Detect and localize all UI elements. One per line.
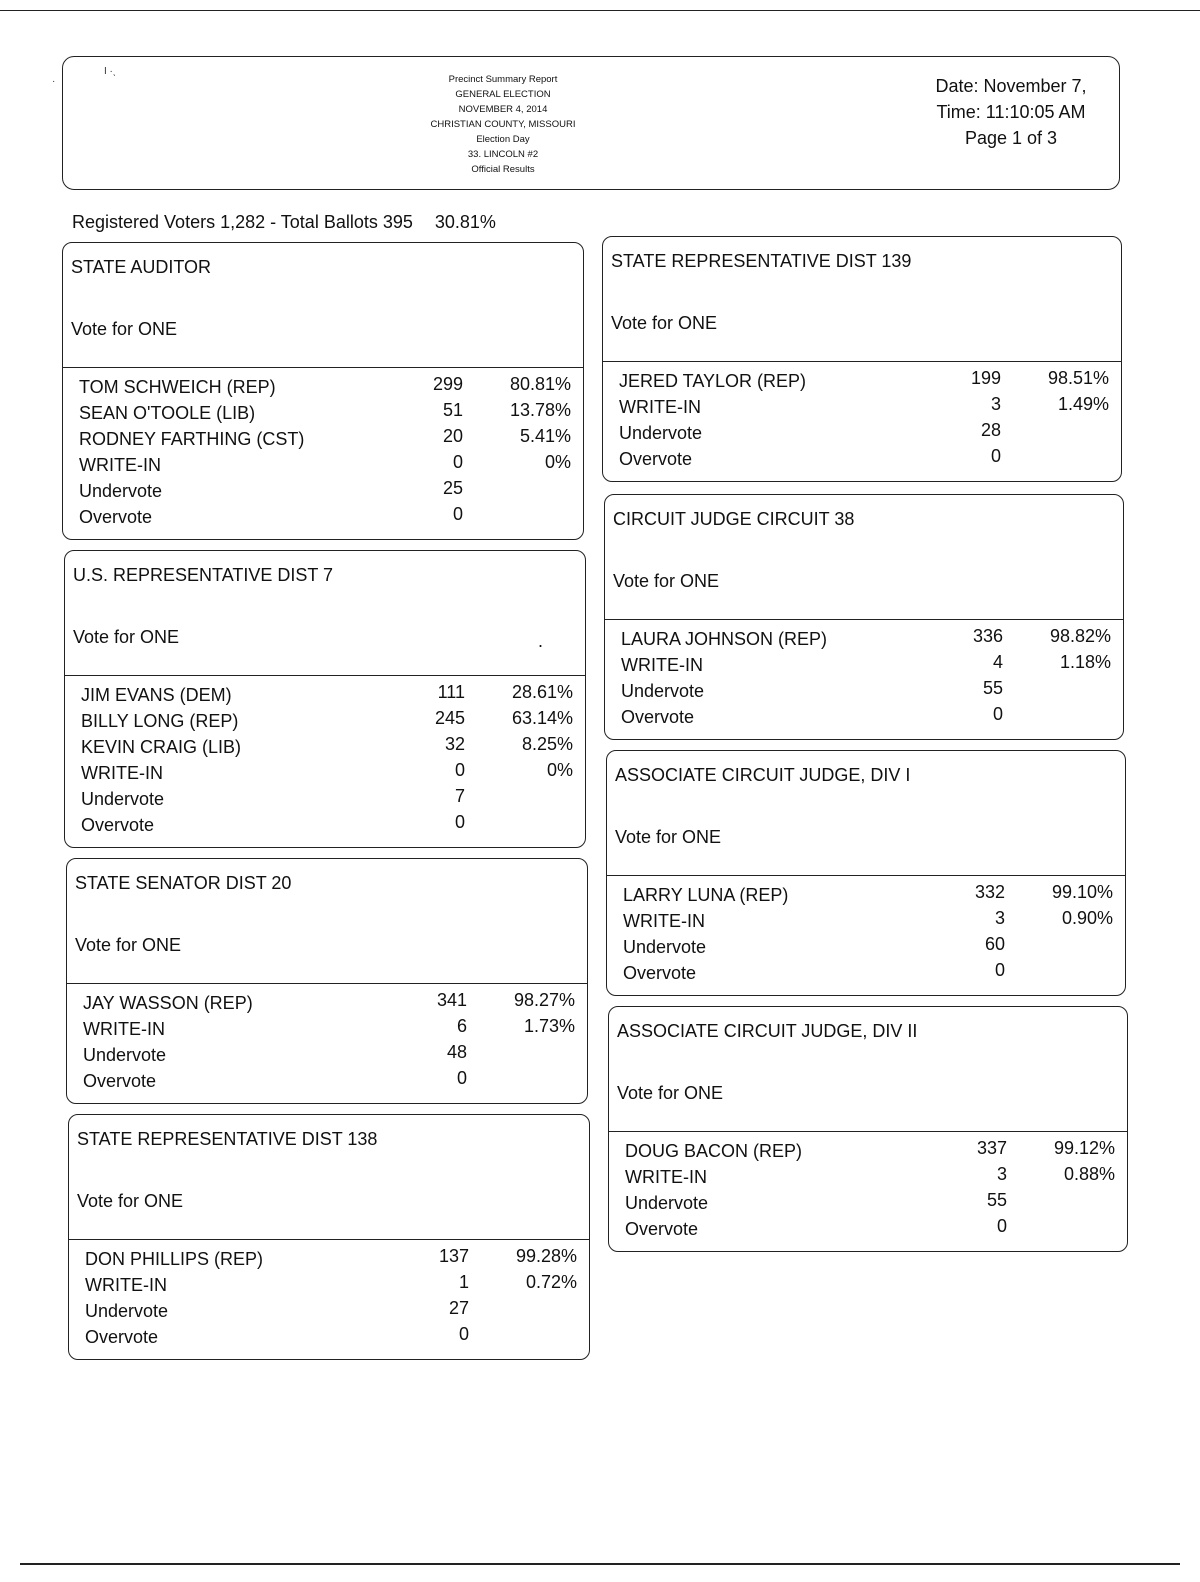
vote-count: 299: [432, 374, 463, 394]
result-row: [69, 1272, 589, 1298]
candidate-name: WRITE-IN: [85, 1275, 167, 1295]
vote-count: 25: [442, 478, 463, 498]
race-box: [66, 858, 588, 1104]
vote-count: 0: [996, 1216, 1007, 1236]
vote-count: 0: [456, 1068, 467, 1088]
candidate-name: Undervote: [619, 423, 703, 443]
result-row: [605, 704, 1123, 730]
vote-count: 0: [994, 960, 1005, 980]
race-results-list: [65, 676, 585, 838]
vote-percent: 28.61%: [511, 682, 573, 702]
vote-count: 28: [980, 420, 1001, 440]
race-header: [609, 1007, 1127, 1132]
race-box: [62, 242, 584, 540]
race-results-list: [63, 368, 583, 530]
report-header: [62, 56, 1120, 190]
result-row: [609, 1190, 1127, 1216]
vote-percent: 5.41%: [519, 426, 571, 446]
result-row: [65, 760, 585, 786]
race-header: [603, 237, 1121, 362]
race-header: [69, 1115, 589, 1240]
vote-count: 3: [990, 394, 1001, 414]
result-row: [607, 960, 1125, 986]
vote-count: 199: [970, 368, 1001, 388]
candidate-name: WRITE-IN: [79, 455, 161, 475]
race-box: [68, 1114, 590, 1360]
result-row: [69, 1324, 589, 1350]
result-row: [65, 734, 585, 760]
race-title: ASSOCIATE CIRCUIT JUDGE, DIV II: [617, 1021, 918, 1041]
vote-count: 0: [990, 446, 1001, 466]
result-row: [603, 420, 1121, 446]
race-box: [64, 550, 586, 848]
candidate-name: RODNEY FARTHING (CST): [79, 429, 305, 449]
race-results-list: [603, 362, 1121, 472]
vote-for-instruction: Vote for ONE: [75, 935, 182, 955]
vote-percent: 8.25%: [521, 734, 573, 754]
vote-count: 32: [444, 734, 465, 754]
vote-for-instruction: Vote for ONE: [71, 319, 178, 339]
vote-percent: 98.51%: [1047, 368, 1109, 388]
race-results-list: [609, 1132, 1127, 1242]
vote-percent: 13.78%: [509, 400, 571, 420]
race-title: STATE AUDITOR: [71, 257, 212, 277]
result-row: [63, 426, 583, 452]
candidate-name: Undervote: [85, 1301, 169, 1321]
vote-for-instruction: Vote for ONE: [73, 627, 180, 647]
result-row: [67, 1016, 587, 1042]
result-row: [605, 678, 1123, 704]
report-time: Time: 11:10:05 AM: [936, 102, 1086, 122]
race-title: STATE REPRESENTATIVE DIST 139: [611, 251, 912, 271]
scan-speck: I ·ˎ: [104, 66, 117, 77]
candidate-name: WRITE-IN: [81, 763, 163, 783]
race-header: [605, 495, 1123, 620]
vote-count: 4: [992, 652, 1003, 672]
candidate-name: JERED TAYLOR (REP): [619, 371, 807, 391]
stray-mark: .: [537, 631, 543, 651]
result-row: [603, 446, 1121, 472]
vote-percent: 0.90%: [1061, 908, 1113, 928]
vote-for-instruction: Vote for ONE: [613, 571, 720, 591]
vote-for-instruction: Vote for ONE: [77, 1191, 184, 1211]
scan-speck: ·: [52, 76, 56, 87]
candidate-name: JAY WASSON (REP): [83, 993, 253, 1013]
result-row: [607, 908, 1125, 934]
vote-count: 55: [986, 1190, 1007, 1210]
result-row: [609, 1164, 1127, 1190]
candidate-name: Undervote: [623, 937, 707, 957]
vote-count: 111: [437, 682, 465, 702]
vote-count: 0: [452, 452, 463, 472]
candidate-name: Undervote: [81, 789, 165, 809]
race-title: U.S. REPRESENTATIVE DIST 7: [73, 565, 334, 585]
vote-percent: 63.14%: [511, 708, 573, 728]
candidate-name: WRITE-IN: [623, 911, 705, 931]
vote-count: 337: [976, 1138, 1007, 1158]
vote-count: 6: [456, 1016, 467, 1036]
candidate-name: DOUG BACON (REP): [625, 1141, 803, 1161]
race-title: STATE REPRESENTATIVE DIST 138: [77, 1129, 378, 1149]
vote-for-instruction: Vote for ONE: [615, 827, 722, 847]
turnout-percent: 30.81%: [434, 212, 496, 232]
report-header-center: [393, 72, 613, 177]
vote-count: 0: [452, 504, 463, 524]
vote-percent: 99.12%: [1053, 1138, 1115, 1158]
race-title: STATE SENATOR DIST 20: [75, 873, 292, 893]
race-results-list: [607, 876, 1125, 986]
race-header: [65, 551, 585, 676]
candidate-name: TOM SCHWEICH (REP): [79, 377, 276, 397]
vote-count: 332: [974, 882, 1005, 902]
candidate-name: WRITE-IN: [621, 655, 703, 675]
race-results-list: [605, 620, 1123, 730]
vote-count: 20: [442, 426, 463, 446]
vote-count: 137: [438, 1246, 469, 1266]
race-results-list: [67, 984, 587, 1094]
result-row: [67, 990, 587, 1016]
vote-count: 1: [458, 1272, 469, 1292]
vote-count: 336: [972, 626, 1003, 646]
candidate-name: Overvote: [625, 1219, 699, 1239]
race-header: [607, 751, 1125, 876]
result-row: [605, 626, 1123, 652]
election-date: NOVEMBER 4, 2014: [458, 104, 548, 115]
result-row: [69, 1246, 589, 1272]
vote-percent: 1.18%: [1059, 652, 1111, 672]
results-status: Official Results: [471, 164, 535, 175]
result-row: [63, 452, 583, 478]
result-row: [603, 394, 1121, 420]
vote-count: 0: [458, 1324, 469, 1344]
top-rule: [0, 10, 1200, 11]
result-row: [605, 652, 1123, 678]
vote-percent: 80.81%: [509, 374, 571, 394]
vote-percent: 99.28%: [515, 1246, 577, 1266]
race-title: ASSOCIATE CIRCUIT JUDGE, DIV I: [615, 765, 911, 785]
result-row: [609, 1216, 1127, 1242]
report-title: Precinct Summary Report: [448, 74, 558, 85]
report-date: Date: November 7,: [935, 76, 1087, 96]
vote-count: 27: [448, 1298, 469, 1318]
race-box: [602, 236, 1122, 482]
report-header-right: [911, 73, 1111, 151]
candidate-name: Overvote: [83, 1071, 157, 1091]
election-name: GENERAL ELECTION: [455, 89, 551, 100]
registered-voters-total-ballots: Registered Voters 1,282 - Total Ballots 395: [72, 212, 413, 232]
bottom-rule: [20, 1563, 1180, 1565]
vote-percent: 0%: [546, 760, 573, 780]
vote-count: 0: [454, 812, 465, 832]
candidate-name: Undervote: [621, 681, 705, 701]
vote-percent: 1.49%: [1057, 394, 1109, 414]
candidate-name: Undervote: [79, 481, 163, 501]
vote-count: 3: [996, 1164, 1007, 1184]
candidate-name: WRITE-IN: [83, 1019, 165, 1039]
vote-percent: 0.72%: [525, 1272, 577, 1292]
candidate-name: SEAN O'TOOLE (LIB): [79, 403, 256, 423]
election-day: Election Day: [476, 134, 530, 145]
vote-percent: 99.10%: [1051, 882, 1113, 902]
county-name: CHRISTIAN COUNTY, MISSOURI: [430, 119, 576, 130]
vote-percent: 98.27%: [513, 990, 575, 1010]
vote-count: 48: [446, 1042, 467, 1062]
result-row: [65, 708, 585, 734]
vote-count: 55: [982, 678, 1003, 698]
race-header: [63, 243, 583, 368]
candidate-name: WRITE-IN: [619, 397, 701, 417]
vote-percent: 0.88%: [1063, 1164, 1115, 1184]
race-header: [67, 859, 587, 984]
candidate-name: KEVIN CRAIG (LIB): [81, 737, 242, 757]
candidate-name: Overvote: [619, 449, 693, 469]
vote-count: 3: [994, 908, 1005, 928]
vote-for-instruction: Vote for ONE: [611, 313, 718, 333]
vote-count: 0: [454, 760, 465, 780]
vote-count: 7: [454, 786, 465, 806]
candidate-name: Overvote: [621, 707, 695, 727]
result-row: [67, 1042, 587, 1068]
result-row: [63, 400, 583, 426]
race-box: [608, 1006, 1128, 1252]
vote-for-instruction: Vote for ONE: [617, 1083, 724, 1103]
vote-count: 341: [436, 990, 467, 1010]
vote-count: 60: [984, 934, 1005, 954]
result-row: [607, 882, 1125, 908]
candidate-name: WRITE-IN: [625, 1167, 707, 1187]
page-number: Page 1 of 3: [964, 128, 1058, 148]
turnout-summary: [72, 212, 496, 233]
result-row: [609, 1138, 1127, 1164]
result-row: [63, 374, 583, 400]
result-row: [63, 478, 583, 504]
vote-percent: 98.82%: [1049, 626, 1111, 646]
candidate-name: Overvote: [81, 815, 155, 835]
candidate-name: Overvote: [623, 963, 697, 983]
candidate-name: Undervote: [83, 1045, 167, 1065]
result-row: [65, 786, 585, 812]
vote-count: 51: [442, 400, 463, 420]
candidate-name: Overvote: [85, 1327, 159, 1347]
candidate-name: BILLY LONG (REP): [81, 711, 239, 731]
race-results-list: [69, 1240, 589, 1350]
vote-count: 245: [434, 708, 465, 728]
result-row: [65, 812, 585, 838]
candidate-name: DON PHILLIPS (REP): [85, 1249, 264, 1269]
vote-percent: 1.73%: [523, 1016, 575, 1036]
candidate-name: LARRY LUNA (REP): [623, 885, 789, 905]
candidate-name: JIM EVANS (DEM): [81, 685, 232, 705]
race-title: CIRCUIT JUDGE CIRCUIT 38: [613, 509, 855, 529]
vote-percent: 0%: [544, 452, 571, 472]
result-row: [603, 368, 1121, 394]
result-row: [67, 1068, 587, 1094]
candidate-name: LAURA JOHNSON (REP): [621, 629, 828, 649]
candidate-name: Overvote: [79, 507, 153, 527]
result-row: [65, 682, 585, 708]
result-row: [607, 934, 1125, 960]
vote-count: 0: [992, 704, 1003, 724]
candidate-name: Undervote: [625, 1193, 709, 1213]
result-row: [63, 504, 583, 530]
result-row: [69, 1298, 589, 1324]
race-box: [606, 750, 1126, 996]
precinct-name: 33. LINCOLN #2: [467, 149, 539, 160]
race-box: [604, 494, 1124, 740]
